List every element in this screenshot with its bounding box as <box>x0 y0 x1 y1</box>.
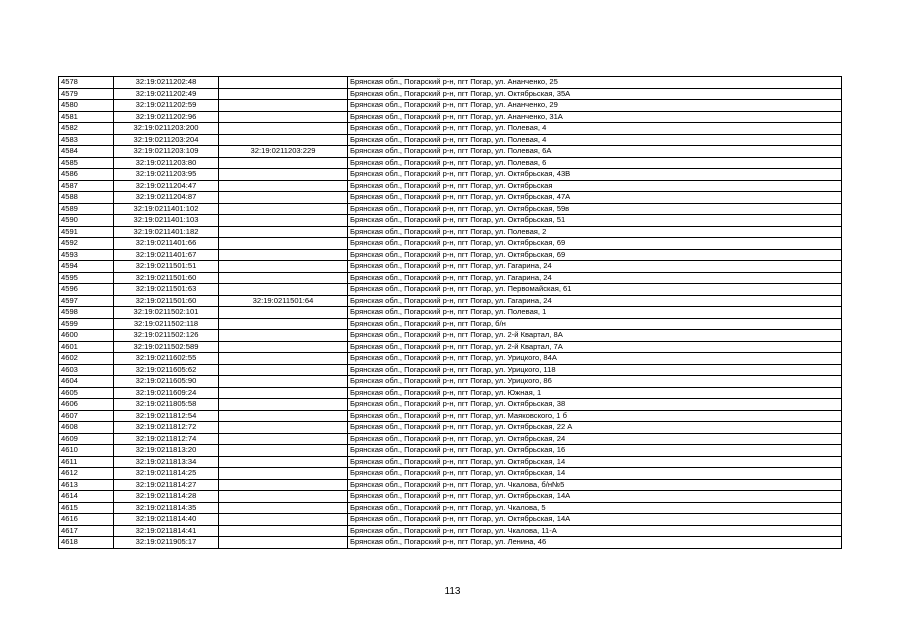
cadastral-number-cell: 32:19:0211805:58 <box>114 399 219 411</box>
table-row <box>59 226 842 238</box>
row-number-cell: 4618 <box>59 537 114 549</box>
secondary-cadastral-number-cell <box>219 157 348 169</box>
table-row <box>59 387 842 399</box>
row-number-cell: 4596 <box>59 284 114 296</box>
address-cell: Брянская обл., Погарский р-н, пгт Погар, ул. Октябрьская, 14 <box>348 456 842 468</box>
cadastral-number-cell: 32:19:0211204:47 <box>114 180 219 192</box>
secondary-cadastral-number-cell <box>219 387 348 399</box>
cadastral-number-cell: 32:19:0211605:90 <box>114 376 219 388</box>
row-number-cell: 4586 <box>59 169 114 181</box>
row-number-cell: 4600 <box>59 330 114 342</box>
table-row <box>59 88 842 100</box>
table-row <box>59 318 842 330</box>
address-cell: Брянская обл., Погарский р-н, пгт Погар, ул. Полевая, 6А <box>348 146 842 158</box>
cadastral-number-cell: 32:19:0211202:49 <box>114 88 219 100</box>
row-number-cell: 4604 <box>59 376 114 388</box>
cadastral-number-cell: 32:19:0211203:200 <box>114 123 219 135</box>
table-row <box>59 100 842 112</box>
table-row <box>59 77 842 89</box>
address-cell: Брянская обл., Погарский р-н, пгт Погар, ул. Полевая, 4 <box>348 134 842 146</box>
table-row <box>59 111 842 123</box>
table-row <box>59 353 842 365</box>
row-number-cell: 4613 <box>59 479 114 491</box>
row-number-cell: 4580 <box>59 100 114 112</box>
row-number-cell: 4588 <box>59 192 114 204</box>
secondary-cadastral-number-cell <box>219 376 348 388</box>
cadastral-number-cell: 32:19:0211501:60 <box>114 295 219 307</box>
page-number: 113 <box>444 586 461 597</box>
secondary-cadastral-number-cell <box>219 169 348 181</box>
cadastral-number-cell: 32:19:0211203:80 <box>114 157 219 169</box>
address-cell: Брянская обл., Погарский р-н, пгт Погар, ул. Гагарина, 24 <box>348 272 842 284</box>
secondary-cadastral-number-cell <box>219 215 348 227</box>
address-cell: Брянская обл., Погарский р-н, пгт Погар, ул. Ананченко, 31А <box>348 111 842 123</box>
cadastral-number-cell: 32:19:0211401:103 <box>114 215 219 227</box>
row-number-cell: 4601 <box>59 341 114 353</box>
cadastral-number-cell: 32:19:0211905:17 <box>114 537 219 549</box>
cadastral-number-cell: 32:19:0211401:66 <box>114 238 219 250</box>
cadastral-number-cell: 32:19:0211203:204 <box>114 134 219 146</box>
table-row <box>59 146 842 158</box>
cadastral-number-cell: 32:19:0211204:87 <box>114 192 219 204</box>
cadastral-number-cell: 32:19:0211814:27 <box>114 479 219 491</box>
row-number-cell: 4581 <box>59 111 114 123</box>
cadastral-number-cell: 32:19:0211401:67 <box>114 249 219 261</box>
secondary-cadastral-number-cell <box>219 491 348 503</box>
address-cell: Брянская обл., Погарский р-н, пгт Погар, ул. Полевая, 6 <box>348 157 842 169</box>
cadastral-number-cell: 32:19:0211401:182 <box>114 226 219 238</box>
table-row <box>59 215 842 227</box>
secondary-cadastral-number-cell <box>219 525 348 537</box>
address-cell: Брянская обл., Погарский р-н, пгт Погар, ул. Октябрьская, 69 <box>348 238 842 250</box>
secondary-cadastral-number-cell <box>219 514 348 526</box>
cadastral-number-cell: 32:19:0211609:24 <box>114 387 219 399</box>
table-row <box>59 491 842 503</box>
row-number-cell: 4599 <box>59 318 114 330</box>
secondary-cadastral-number-cell <box>219 468 348 480</box>
row-number-cell: 4608 <box>59 422 114 434</box>
row-number-cell: 4582 <box>59 123 114 135</box>
table-row <box>59 514 842 526</box>
table-row <box>59 341 842 353</box>
address-cell: Брянская обл., Погарский р-н, пгт Погар, ул. Октябрьская, 38 <box>348 399 842 411</box>
cadastral-number-cell: 32:19:0211814:40 <box>114 514 219 526</box>
address-cell: Брянская обл., Погарский р-н, пгт Погар, ул. Гагарина, 24 <box>348 261 842 273</box>
address-cell: Брянская обл., Погарский р-н, пгт Погар, ул. Октябрьская, 22 А <box>348 422 842 434</box>
row-number-cell: 4579 <box>59 88 114 100</box>
address-cell: Брянская обл., Погарский р-н, пгт Погар, ул. Октябрьская, 14 <box>348 468 842 480</box>
secondary-cadastral-number-cell: 32:19:0211501:64 <box>219 295 348 307</box>
cadastral-number-cell: 32:19:0211812:74 <box>114 433 219 445</box>
property-register-table <box>58 76 842 549</box>
cadastral-number-cell: 32:19:0211814:41 <box>114 525 219 537</box>
secondary-cadastral-number-cell <box>219 192 348 204</box>
cadastral-number-cell: 32:19:0211813:34 <box>114 456 219 468</box>
secondary-cadastral-number-cell <box>219 479 348 491</box>
address-cell: Брянская обл., Погарский р-н, пгт Погар, ул. Октябрьская, 59в <box>348 203 842 215</box>
table-row <box>59 295 842 307</box>
secondary-cadastral-number-cell <box>219 353 348 365</box>
table-row <box>59 272 842 284</box>
address-cell: Брянская обл., Погарский р-н, пгт Погар, б/н <box>348 318 842 330</box>
table-row <box>59 261 842 273</box>
row-number-cell: 4602 <box>59 353 114 365</box>
secondary-cadastral-number-cell <box>219 307 348 319</box>
table-row <box>59 330 842 342</box>
address-cell: Брянская обл., Погарский р-н, пгт Погар, ул. Октябрьская, 35А <box>348 88 842 100</box>
cadastral-number-cell: 32:19:0211203:109 <box>114 146 219 158</box>
cadastral-number-cell: 32:19:0211813:20 <box>114 445 219 457</box>
row-number-cell: 4593 <box>59 249 114 261</box>
table-row <box>59 445 842 457</box>
table-row <box>59 169 842 181</box>
row-number-cell: 4584 <box>59 146 114 158</box>
cadastral-number-cell: 32:19:0211202:96 <box>114 111 219 123</box>
address-cell: Брянская обл., Погарский р-н, пгт Погар, ул. Урицкого, 84А <box>348 353 842 365</box>
row-number-cell: 4578 <box>59 77 114 89</box>
table-row <box>59 123 842 135</box>
secondary-cadastral-number-cell <box>219 284 348 296</box>
address-cell: Брянская обл., Погарский р-н, пгт Погар, ул. Южная, 1 <box>348 387 842 399</box>
table-row <box>59 456 842 468</box>
row-number-cell: 4617 <box>59 525 114 537</box>
address-cell: Брянская обл., Погарский р-н, пгт Погар, ул. Октябрьская, 47А <box>348 192 842 204</box>
address-cell: Брянская обл., Погарский р-н, пгт Погар, ул. Ананченко, 25 <box>348 77 842 89</box>
address-cell: Брянская обл., Погарский р-н, пгт Погар, ул. Ленина, 46 <box>348 537 842 549</box>
table-row <box>59 203 842 215</box>
secondary-cadastral-number-cell <box>219 272 348 284</box>
address-cell: Брянская обл., Погарский р-н, пгт Погар, ул. Урицкого, 118 <box>348 364 842 376</box>
table-row <box>59 399 842 411</box>
row-number-cell: 4607 <box>59 410 114 422</box>
row-number-cell: 4597 <box>59 295 114 307</box>
cadastral-number-cell: 32:19:0211502:101 <box>114 307 219 319</box>
row-number-cell: 4595 <box>59 272 114 284</box>
address-cell: Брянская обл., Погарский р-н, пгт Погар, ул. Гагарина, 24 <box>348 295 842 307</box>
row-number-cell: 4583 <box>59 134 114 146</box>
table-row <box>59 180 842 192</box>
address-cell: Брянская обл., Погарский р-н, пгт Погар, ул. Октябрьская, 24 <box>348 433 842 445</box>
secondary-cadastral-number-cell <box>219 123 348 135</box>
address-cell: Брянская обл., Погарский р-н, пгт Погар, ул. Полевая, 1 <box>348 307 842 319</box>
table-row <box>59 192 842 204</box>
address-cell: Брянская обл., Погарский р-н, пгт Погар, ул. Октябрьская, 51 <box>348 215 842 227</box>
secondary-cadastral-number-cell <box>219 180 348 192</box>
table-row <box>59 364 842 376</box>
secondary-cadastral-number-cell <box>219 134 348 146</box>
secondary-cadastral-number-cell <box>219 502 348 514</box>
secondary-cadastral-number-cell <box>219 399 348 411</box>
secondary-cadastral-number-cell <box>219 318 348 330</box>
row-number-cell: 4606 <box>59 399 114 411</box>
address-cell: Брянская обл., Погарский р-н, пгт Погар, ул. Октябрьская <box>348 180 842 192</box>
secondary-cadastral-number-cell <box>219 341 348 353</box>
secondary-cadastral-number-cell <box>219 88 348 100</box>
row-number-cell: 4615 <box>59 502 114 514</box>
table-row <box>59 502 842 514</box>
secondary-cadastral-number-cell <box>219 330 348 342</box>
cadastral-number-cell: 32:19:0211203:95 <box>114 169 219 181</box>
address-cell: Брянская обл., Погарский р-н, пгт Погар, ул. 2-й Квартал, 8А <box>348 330 842 342</box>
secondary-cadastral-number-cell <box>219 364 348 376</box>
row-number-cell: 4616 <box>59 514 114 526</box>
address-cell: Брянская обл., Погарский р-н, пгт Погар, ул. Ананченко, 29 <box>348 100 842 112</box>
address-cell: Брянская обл., Погарский р-н, пгт Погар, ул. 2-й Квартал, 7А <box>348 341 842 353</box>
row-number-cell: 4598 <box>59 307 114 319</box>
row-number-cell: 4605 <box>59 387 114 399</box>
row-number-cell: 4612 <box>59 468 114 480</box>
cadastral-number-cell: 32:19:0211814:25 <box>114 468 219 480</box>
secondary-cadastral-number-cell <box>219 100 348 112</box>
row-number-cell: 4610 <box>59 445 114 457</box>
row-number-cell: 4585 <box>59 157 114 169</box>
row-number-cell: 4609 <box>59 433 114 445</box>
row-number-cell: 4591 <box>59 226 114 238</box>
secondary-cadastral-number-cell <box>219 203 348 215</box>
row-number-cell: 4614 <box>59 491 114 503</box>
table-row <box>59 134 842 146</box>
secondary-cadastral-number-cell <box>219 445 348 457</box>
row-number-cell: 4594 <box>59 261 114 273</box>
row-number-cell: 4589 <box>59 203 114 215</box>
address-cell: Брянская обл., Погарский р-н, пгт Погар, ул. Полевая, 4 <box>348 123 842 135</box>
table-row <box>59 525 842 537</box>
secondary-cadastral-number-cell <box>219 422 348 434</box>
cadastral-number-cell: 32:19:0211814:28 <box>114 491 219 503</box>
table-row <box>59 284 842 296</box>
address-cell: Брянская обл., Погарский р-н, пгт Погар, ул. Полевая, 2 <box>348 226 842 238</box>
table-row <box>59 537 842 549</box>
address-cell: Брянская обл., Погарский р-н, пгт Погар, ул. Октябрьская, 14А <box>348 491 842 503</box>
table-row <box>59 249 842 261</box>
table-row <box>59 468 842 480</box>
cadastral-number-cell: 32:19:0211602:55 <box>114 353 219 365</box>
address-cell: Брянская обл., Погарский р-н, пгт Погар, ул. Чкалова, б/н№5 <box>348 479 842 491</box>
address-cell: Брянская обл., Погарский р-н, пгт Погар, ул. Октябрьская, 14А <box>348 514 842 526</box>
secondary-cadastral-number-cell <box>219 261 348 273</box>
secondary-cadastral-number-cell: 32:19:0211203:229 <box>219 146 348 158</box>
address-cell: Брянская обл., Погарский р-н, пгт Погар, ул. Маяковского, 1 б <box>348 410 842 422</box>
secondary-cadastral-number-cell <box>219 537 348 549</box>
cadastral-number-cell: 32:19:0211501:63 <box>114 284 219 296</box>
row-number-cell: 4603 <box>59 364 114 376</box>
row-number-cell: 4587 <box>59 180 114 192</box>
address-cell: Брянская обл., Погарский р-н, пгт Погар, ул. Урицкого, 86 <box>348 376 842 388</box>
cadastral-number-cell: 32:19:0211502:589 <box>114 341 219 353</box>
table-row <box>59 157 842 169</box>
cadastral-number-cell: 32:19:0211202:59 <box>114 100 219 112</box>
table-row <box>59 307 842 319</box>
cadastral-number-cell: 32:19:0211501:60 <box>114 272 219 284</box>
cadastral-number-cell: 32:19:0211502:126 <box>114 330 219 342</box>
address-cell: Брянская обл., Погарский р-н, пгт Погар, ул. Октябрьская, 69 <box>348 249 842 261</box>
table-row <box>59 376 842 388</box>
table-row <box>59 238 842 250</box>
cadastral-number-cell: 32:19:0211502:118 <box>114 318 219 330</box>
cadastral-number-cell: 32:19:0211501:51 <box>114 261 219 273</box>
table-row <box>59 433 842 445</box>
secondary-cadastral-number-cell <box>219 226 348 238</box>
row-number-cell: 4611 <box>59 456 114 468</box>
row-number-cell: 4592 <box>59 238 114 250</box>
address-cell: Брянская обл., Погарский р-н, пгт Погар, ул. Первомайская, 61 <box>348 284 842 296</box>
address-cell: Брянская обл., Погарский р-н, пгт Погар, ул. Октябрьская, 43В <box>348 169 842 181</box>
cadastral-number-cell: 32:19:0211605:62 <box>114 364 219 376</box>
secondary-cadastral-number-cell <box>219 238 348 250</box>
secondary-cadastral-number-cell <box>219 456 348 468</box>
address-cell: Брянская обл., Погарский р-н, пгт Погар, ул. Чкалова, 5 <box>348 502 842 514</box>
secondary-cadastral-number-cell <box>219 111 348 123</box>
secondary-cadastral-number-cell <box>219 249 348 261</box>
address-cell: Брянская обл., Погарский р-н, пгт Погар, ул. Чкалова, 11-А <box>348 525 842 537</box>
secondary-cadastral-number-cell <box>219 77 348 89</box>
row-number-cell: 4590 <box>59 215 114 227</box>
cadastral-number-cell: 32:19:0211202:48 <box>114 77 219 89</box>
table-row <box>59 410 842 422</box>
secondary-cadastral-number-cell <box>219 433 348 445</box>
table-row <box>59 479 842 491</box>
table-body <box>59 77 842 549</box>
secondary-cadastral-number-cell <box>219 410 348 422</box>
cadastral-number-cell: 32:19:0211812:54 <box>114 410 219 422</box>
cadastral-number-cell: 32:19:0211812:72 <box>114 422 219 434</box>
address-cell: Брянская обл., Погарский р-н, пгт Погар, ул. Октябрьская, 16 <box>348 445 842 457</box>
cadastral-number-cell: 32:19:0211401:102 <box>114 203 219 215</box>
table-row <box>59 422 842 434</box>
cadastral-number-cell: 32:19:0211814:35 <box>114 502 219 514</box>
